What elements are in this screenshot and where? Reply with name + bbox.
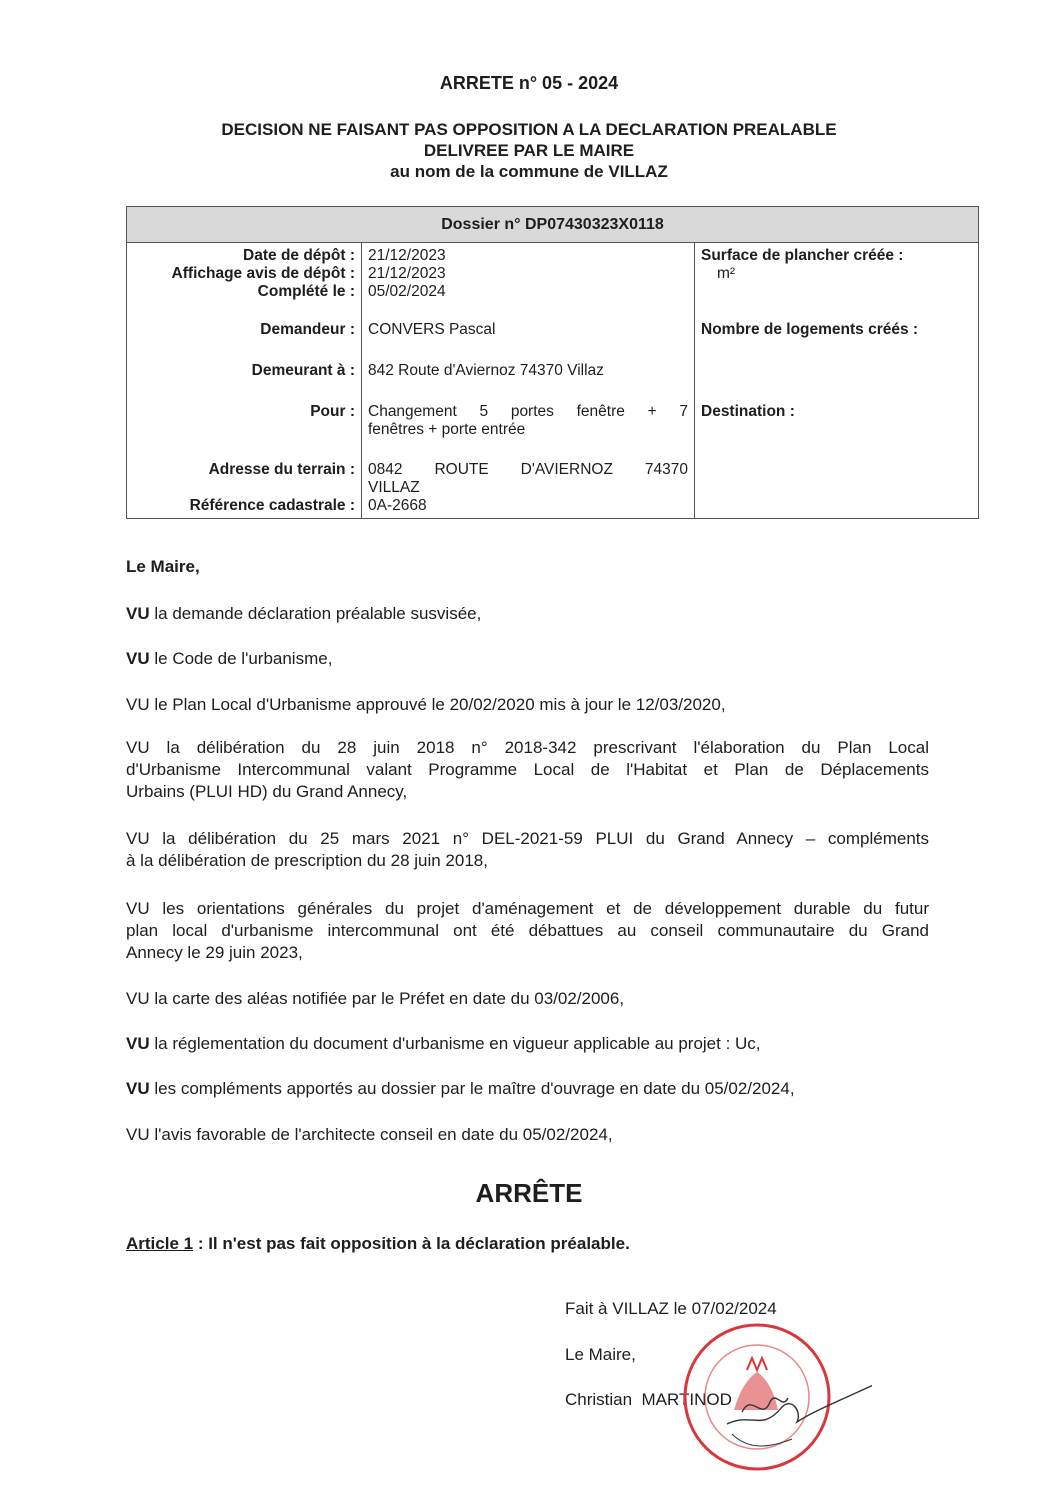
vu-5-line: VU la délibération du 25 mars 2021 n° DEL-2021-59 PLUI du Grand Annecy – compléments bbox=[126, 829, 929, 848]
vu-prefix: VU bbox=[126, 649, 150, 668]
vu-8 bbox=[126, 1033, 929, 1055]
logements-label: Nombre de logements créés : bbox=[695, 321, 979, 362]
vu-6-line: VU les orientations générales du projet d'aménagement et de développement durable du futur bbox=[126, 899, 929, 918]
surface-label: Surface de plancher créée : bbox=[695, 243, 979, 266]
decision-subtitle: DECISION NE FAISANT PAS OPPOSITION A LA DECLARATION PREALABLE bbox=[221, 120, 837, 139]
affichage-value: 21/12/2023 bbox=[362, 265, 695, 283]
pour-value-2: fenêtres + porte entrée bbox=[362, 421, 695, 461]
vu-8-text: la réglementation du document d'urbanisme en vigueur applicable au projet : Uc, bbox=[154, 1034, 761, 1053]
reference-value: 0A-2668 bbox=[362, 497, 695, 519]
adresse-value: 0842 ROUTE D'AVIERNOZ 74370 bbox=[362, 461, 695, 479]
vu-6-line: plan local d'urbanisme intercommunal ont été débattues au conseil communautaire du Grand bbox=[126, 921, 929, 940]
vu-3: VU le Plan Local d'Urbanisme approuvé le 20/02/2020 mis à jour le 12/03/2020, bbox=[126, 695, 726, 714]
vu-10: VU l'avis favorable de l'architecte conseil en date du 05/02/2024, bbox=[126, 1125, 613, 1144]
vu-prefix: VU bbox=[126, 1034, 150, 1053]
demandeur-value: CONVERS Pascal bbox=[362, 321, 695, 362]
arrete-heading: ARRÊTE bbox=[475, 1178, 583, 1208]
vu-2-text: le Code de l'urbanisme, bbox=[154, 649, 333, 668]
demeurant-label: Demeurant à : bbox=[127, 362, 362, 403]
vu-5-line: à la délibération de prescription du 28 juin 2018, bbox=[126, 851, 488, 870]
decision-subtitle-2: DELIVREE PAR LE MAIRE bbox=[423, 141, 635, 160]
demandeur-label: Demandeur : bbox=[127, 321, 362, 362]
signature-role: Le Maire, bbox=[565, 1345, 636, 1364]
dossier-number: Dossier n° DP07430323X0118 bbox=[127, 207, 979, 243]
vu-5 bbox=[126, 828, 929, 872]
signature-place-date: Fait à VILLAZ le 07/02/2024 bbox=[565, 1299, 777, 1318]
adresse-value-2: VILLAZ bbox=[362, 479, 695, 497]
affichage-label: Affichage avis de dépôt : bbox=[127, 265, 362, 283]
decree-title: ARRETE n° 05 - 2024 bbox=[439, 73, 619, 93]
adresse-label: Adresse du terrain : bbox=[127, 461, 362, 479]
vu-9-text: les compléments apportés au dossier par le maître d'ouvrage en date du 05/02/2024, bbox=[154, 1079, 795, 1098]
vu-6 bbox=[126, 898, 929, 964]
vu-4-line: Urbains (PLUI HD) du Grand Annecy, bbox=[126, 782, 408, 801]
destination-label: Destination : bbox=[695, 403, 979, 421]
vu-1 bbox=[126, 603, 929, 625]
vu-9 bbox=[126, 1078, 929, 1100]
dossier-table bbox=[126, 206, 979, 519]
complete-value: 05/02/2024 bbox=[362, 283, 695, 321]
vu-prefix: VU bbox=[126, 604, 150, 623]
pour-value: Changement 5 portes fenêtre + 7 bbox=[362, 403, 695, 421]
date-depot-label: Date de dépôt : bbox=[127, 243, 362, 266]
date-depot-value: 21/12/2023 bbox=[362, 243, 695, 266]
vu-prefix: VU bbox=[126, 1079, 150, 1098]
vu-4-line: d'Urbanisme Intercommunal valant Programme Local de l'Habitat et Plan de Déplacements bbox=[126, 760, 929, 779]
surface-unit: m² bbox=[695, 265, 979, 283]
le-maire: Le Maire, bbox=[126, 557, 200, 576]
article-label: Article 1 bbox=[126, 1234, 194, 1253]
reference-label: Référence cadastrale : bbox=[127, 497, 362, 519]
vu-1-text: la demande déclaration préalable susvisée, bbox=[154, 604, 482, 623]
vu-4 bbox=[126, 737, 929, 803]
article-1 bbox=[126, 1233, 929, 1255]
vu-2 bbox=[126, 648, 929, 670]
vu-6-line: Annecy le 29 juin 2023, bbox=[126, 943, 303, 962]
demeurant-value: 842 Route d'Aviernoz 74370 Villaz bbox=[362, 362, 695, 403]
decision-subtitle-3: au nom de la commune de VILLAZ bbox=[390, 162, 668, 181]
article-text: : Il n'est pas fait opposition à la déclaration préalable. bbox=[193, 1234, 630, 1253]
complete-label: Complété le : bbox=[127, 283, 362, 321]
mairie-stamp bbox=[672, 1312, 872, 1482]
pour-label: Pour : bbox=[127, 403, 362, 421]
signature-name: Christian MARTINOD bbox=[565, 1390, 732, 1409]
vu-7: VU la carte des aléas notifiée par le Préfet en date du 03/02/2006, bbox=[126, 989, 625, 1008]
vu-4-line: VU la délibération du 28 juin 2018 n° 2018-342 prescrivant l'élaboration du Plan Local bbox=[126, 738, 929, 757]
